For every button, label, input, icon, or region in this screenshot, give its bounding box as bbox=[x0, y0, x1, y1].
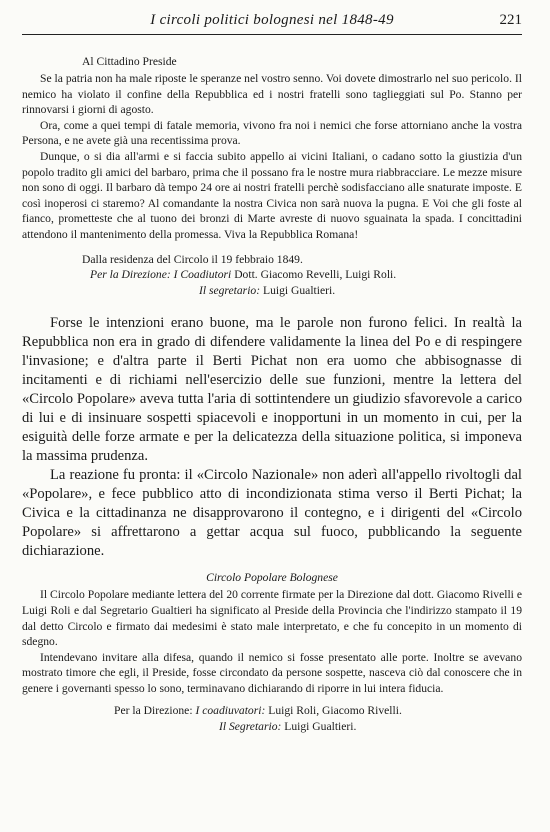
declaration-title: Circolo Popolare Bolognese bbox=[206, 571, 338, 585]
secretary-name: Luigi Gualtieri. bbox=[284, 720, 357, 734]
letter-paragraph: Se la patria non ha male riposte le speranze nel vostro senno. Voi dovete dimostrarlo nel suo pericolo. Il nemico ha violato il confine della Repubblica ed i nostri fratelli sono taglieggiati sul Po. Stanno per rinnovarsi i giorni di agosto. bbox=[22, 72, 522, 117]
secretary-label: Il Segretario: bbox=[219, 720, 282, 734]
letter-paragraph: Ora, come a quei tempi di fatale memoria, vivono fra noi i nemici che forse attorniano anche la vostra Persona, e ne avete già una recentissima prova. bbox=[22, 118, 522, 148]
coadjutors-names: Luigi Roli, Giacomo Rivelli. bbox=[268, 704, 402, 718]
letter-secretary-signature bbox=[199, 283, 522, 299]
letter-direction-signature bbox=[90, 267, 522, 283]
secretary-name: Luigi Gualtieri. bbox=[262, 283, 336, 297]
coadjutors-label: I coadiuvatori: bbox=[195, 704, 266, 718]
direction-label: Per la Direzione: bbox=[114, 704, 193, 718]
page-number: 221 bbox=[499, 12, 522, 28]
letter-date-line: Dalla residenza del Circolo il 19 febbraio 1849. bbox=[82, 252, 303, 266]
coadjutors-names: Dott. Giacomo Revelli, Luigi Roli. bbox=[234, 268, 397, 282]
coadjutors-label: I Coadiutori bbox=[173, 268, 232, 282]
declaration-text bbox=[22, 587, 522, 696]
secretary-label: Il segretario: bbox=[199, 283, 261, 297]
declaration-paragraph: Intendevano invitare alla difesa, quando il nemico si fosse presentato alle porte. Inoltre se avevano mostrato timore che egli, il Preside, fosse circondato da persone sospette, nasceva ciò dal conoscere che in genere i governanti spesso lo sono, terminavano dichiarando di riporre in lui intera fiducia. bbox=[22, 650, 522, 695]
letter-salutation: Al Cittadino Preside bbox=[82, 55, 177, 68]
declaration-paragraph: Il Circolo Popolare mediante lettera del 20 corrente firmate per la Direzione dal dott. Giacomo Rivelli e Luigi Roli e dal Segretario Gualtieri ha significato al Preside della Provincia che l'indirizzo stampato il 19 dal detto Circolo e firmato dai medesimi è stato male interpretato, e che fu concepito in un momento di sdegno. bbox=[22, 588, 522, 649]
letter-text bbox=[22, 71, 522, 243]
main-text bbox=[22, 314, 522, 561]
running-title: I circoli politici bolognesi nel 1848-49 bbox=[150, 12, 394, 28]
page-header bbox=[22, 6, 522, 35]
direction-label: Per la Direzione: bbox=[90, 268, 171, 282]
letter-paragraph: Dunque, o si dia all'armi e si faccia subito appello ai vicini Italiani, o cadano sotto la giustizia d'un popolo tradito gli amici del barbaro, prima che il possano fra le nostre mura riabbracciare. Le mezze misure non sono di oggi. Il barbaro dà tempo 24 ore ai nostri fratelli perchè sodisfacciano alle snaturate imposte. E così inoperosi ci staremo? Al comandante la nostra Civica non sarà nuova la pugna. E Voi che gli foste al fianco, prometteste che al tuono dei bronzi di Marte avreste di nuovo sguainata la spada. I concittadini attendono il mantenimento della promessa. Viva la Repubblica Romana! bbox=[22, 149, 522, 241]
body-paragraph: La reazione fu pronta: il «Circolo Nazionale» non aderì all'appello rivoltogli dal «Popolare», e fece pubblico atto di incondizionata stima verso il Berti Pichat; la Civica e la cittadinanza ne disapprovarono il contegno, e i dirigenti del «Circolo Popolare» si affrettarono a gettar acqua sul fuoco, pubblicando la seguente dichiarazione. bbox=[22, 467, 522, 560]
declaration-direction-signature bbox=[114, 703, 522, 719]
declaration-secretary-signature bbox=[219, 719, 522, 735]
body-paragraph: Forse le intenzioni erano buone, ma le parole non furono felici. In realtà la Repubblica non era in grado di difendere validamente la linea del Po e di respingere l'invasione; e d'altra parte il Berti Pichat non era uomo che abbisognasse di incitamenti e di richiami nell'esercizio delle sue funzioni, mentre la lettera del «Circolo Popolare» aveva tutta l'aria di sottintendere un giudizio sfavorevole a carico di lui e di insinuare sospetti spiacevoli e inopportuni in un momento in cui, per la esiguità delle forze armate e per la delicatezza della situazione politica, si imponeva la massima prudenza. bbox=[22, 315, 522, 465]
